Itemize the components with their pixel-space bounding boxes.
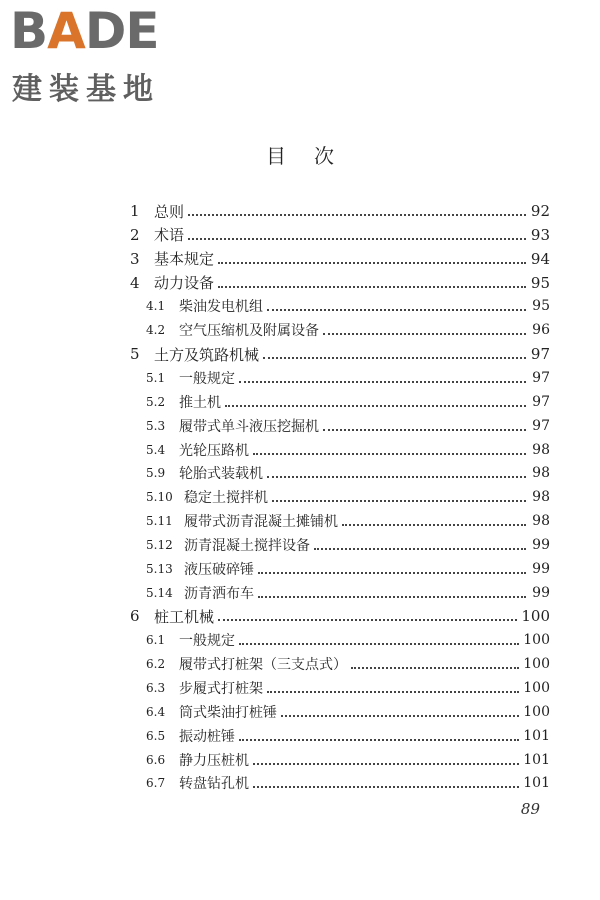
toc-entry-title: 沥青混凝土搅拌设备	[184, 537, 310, 554]
toc-entry-page: 101	[523, 775, 550, 792]
toc-entry-title: 履带式单斗液压挖掘机	[179, 418, 319, 435]
dot-leader	[218, 262, 526, 264]
toc-entry-title: 土方及筑路机械	[154, 345, 260, 364]
toc-entry-number: 4.1	[146, 299, 166, 314]
toc-section-row[interactable]	[146, 581, 550, 605]
dot-leader	[263, 357, 526, 359]
toc-section-row[interactable]	[146, 366, 550, 390]
toc-entry-number: 6.3	[146, 681, 166, 695]
toc-entry-title: 柴油发电机组	[179, 299, 263, 316]
toc-section-row[interactable]	[146, 748, 550, 772]
toc-section-row[interactable]	[146, 485, 550, 509]
toc-chapter-row[interactable]	[130, 247, 550, 271]
toc-section-row[interactable]	[146, 461, 550, 485]
toc-entry-number: 5.1	[146, 370, 166, 385]
toc-entry-title: 转盘钻孔机	[179, 776, 249, 793]
toc-entry-page: 95	[530, 273, 550, 292]
dot-leader	[253, 786, 519, 788]
toc-entry-number: 5.4	[146, 442, 166, 457]
toc-entry-number: 4	[130, 273, 140, 292]
toc-chapter-row[interactable]	[130, 199, 550, 223]
logo-chinese-text: 建装基地	[12, 72, 160, 107]
toc-entry-page: 100	[523, 632, 550, 649]
bade-logo	[10, 2, 180, 107]
toc-entry-page: 93	[530, 225, 550, 244]
toc-entry-page: 100	[523, 656, 550, 673]
dot-leader	[351, 667, 519, 669]
dot-leader	[342, 524, 526, 526]
toc-section-row[interactable]	[146, 628, 550, 652]
dot-leader	[218, 619, 517, 621]
logo-letters: B	[10, 2, 48, 60]
dot-leader	[323, 429, 526, 431]
toc-entry-title: 术语	[154, 226, 185, 245]
toc-entry-title: 动力设备	[154, 274, 215, 293]
toc-entry-number: 6.1	[146, 633, 166, 648]
dot-leader	[239, 643, 519, 645]
dot-leader	[314, 548, 526, 550]
toc-section-row[interactable]	[146, 700, 550, 724]
page-number: 89	[520, 800, 540, 818]
dot-leader	[188, 238, 526, 240]
logo-wordmark	[10, 2, 180, 60]
toc-chapter-row[interactable]	[130, 223, 550, 247]
toc-entry-number: 5.14	[146, 585, 173, 600]
toc-section-row[interactable]	[146, 414, 550, 438]
toc-section-row[interactable]	[146, 676, 550, 700]
dot-leader	[239, 381, 526, 383]
toc-entry-title: 基本规定	[154, 250, 215, 269]
toc-entry-number: 6.7	[146, 776, 166, 791]
toc-entry-page: 98	[532, 513, 550, 530]
toc-entry-title: 履带式打桩架（三支点式）	[179, 657, 347, 674]
toc-entry-page: 97	[530, 345, 550, 364]
toc-entry-number: 5.2	[146, 394, 166, 409]
toc-chapter-row[interactable]	[130, 604, 550, 628]
toc-entry-title: 液压破碎锤	[184, 561, 254, 578]
toc-entry-page: 100	[523, 703, 550, 720]
toc-entry-title: 光轮压路机	[179, 442, 249, 459]
toc-entry-page: 98	[532, 441, 550, 458]
toc-entry-page: 97	[532, 417, 550, 434]
toc-section-row[interactable]	[146, 438, 550, 462]
toc-section-row[interactable]	[146, 557, 550, 581]
dot-leader	[258, 572, 526, 574]
dot-leader	[253, 453, 526, 455]
toc-section-row[interactable]	[146, 771, 550, 795]
toc-entry-number: 2	[130, 225, 140, 244]
toc-title: 目次	[266, 144, 362, 168]
dot-leader	[267, 476, 526, 478]
toc-section-row[interactable]	[146, 294, 550, 318]
toc-chapter-row[interactable]	[130, 342, 550, 366]
toc-entry-number: 4.2	[146, 323, 166, 338]
toc-entry-page: 98	[532, 489, 550, 506]
toc-entry-page: 97	[532, 369, 550, 386]
toc-entry-number: 5.10	[146, 490, 173, 505]
toc-entry-title: 推土机	[179, 394, 221, 411]
dot-leader	[272, 500, 526, 502]
toc-entry-title: 轮胎式装载机	[179, 466, 263, 483]
toc-section-row[interactable]	[146, 724, 550, 748]
toc-entry-title: 振动桩锤	[179, 728, 235, 745]
logo-accent-letter: A	[47, 2, 85, 60]
toc-entry-title: 筒式柴油打桩锤	[179, 704, 277, 721]
toc-entry-number: 6.6	[146, 752, 166, 767]
toc-entry-number: 5.13	[146, 561, 173, 576]
toc-section-row[interactable]	[146, 652, 550, 676]
toc-entry-number: 6.5	[146, 728, 166, 743]
dot-leader	[267, 691, 519, 693]
toc-entry-page: 97	[532, 393, 550, 410]
toc-entry-number: 5.9	[146, 466, 166, 481]
dot-leader	[239, 739, 519, 741]
toc-entry-title: 履带式沥青混凝土摊铺机	[184, 514, 338, 531]
toc-entry-page: 99	[532, 536, 550, 553]
toc-entry-title: 空气压缩机及附属设备	[179, 323, 319, 340]
dot-leader	[281, 715, 519, 717]
toc-entry-page: 99	[532, 560, 550, 577]
toc-entry-title: 总则	[154, 202, 185, 221]
toc-entry-page: 99	[532, 584, 550, 601]
dot-leader	[323, 333, 526, 335]
toc-section-row[interactable]	[146, 533, 550, 557]
toc-section-row[interactable]	[146, 509, 550, 533]
toc-entry-number: 1	[130, 202, 140, 220]
dot-leader	[188, 214, 526, 216]
toc-entry-page: 92	[530, 202, 550, 220]
toc-entry-page: 101	[523, 727, 550, 744]
toc-entry-number: 5.11	[146, 514, 173, 529]
toc-entry-number: 6.2	[146, 657, 166, 672]
toc-section-row[interactable]	[146, 318, 550, 342]
toc-entry-page: 98	[532, 465, 550, 482]
dot-leader	[267, 309, 526, 311]
dot-leader	[225, 405, 526, 407]
dot-leader	[258, 596, 526, 598]
toc-entry-title: 桩工机械	[154, 607, 215, 626]
toc-section-row[interactable]	[146, 390, 550, 414]
toc-entry-title: 一般规定	[179, 633, 235, 650]
toc-entry-page: 94	[530, 249, 550, 268]
toc-entry-title: 步履式打桩架	[179, 681, 263, 697]
toc-entry-number: 5.3	[146, 418, 166, 433]
toc-entry-title: 稳定土搅拌机	[184, 490, 268, 507]
toc-entry-title: 一般规定	[179, 370, 235, 387]
logo-letters-end: DE	[84, 2, 159, 60]
toc-entry-number: 3	[130, 249, 140, 268]
dot-leader	[218, 286, 526, 288]
toc-entry-page: 100	[521, 607, 550, 626]
toc-entry-number: 5	[130, 345, 140, 364]
dot-leader	[253, 763, 519, 765]
toc-entry-page: 100	[523, 680, 550, 696]
toc-entry-number: 6	[130, 607, 140, 626]
toc-entry-page: 101	[523, 751, 550, 768]
toc-entry-number: 6.4	[146, 704, 166, 719]
toc-entry-number: 5.12	[146, 537, 173, 552]
toc-entry-page: 95	[532, 298, 550, 315]
toc-entry-page: 96	[532, 322, 550, 339]
toc-chapter-row[interactable]	[130, 271, 550, 295]
toc-entry-title: 沥青洒布车	[184, 585, 254, 602]
toc-entry-title: 静力压桩机	[179, 752, 249, 769]
